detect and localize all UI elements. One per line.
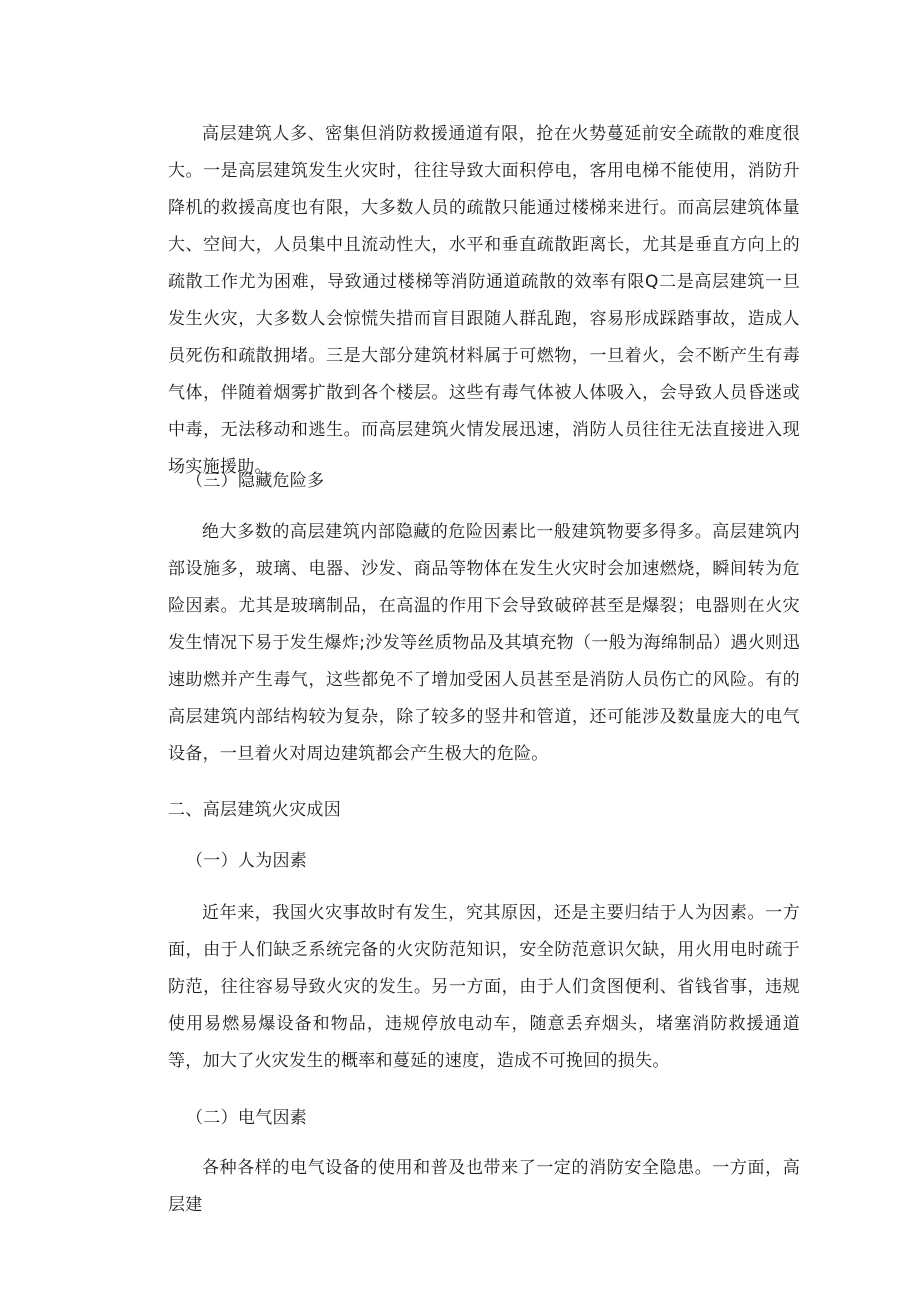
body-paragraph-electrical-factors: 各种各样的电气设备的使用和普及也带来了一定的消防安全隐患。一方面，高层建 xyxy=(168,1158,800,1215)
subheading-hidden-dangers: （三）隐藏危险多 xyxy=(186,471,325,491)
subheading-electrical-factors: （二）电气因素 xyxy=(186,1108,308,1128)
body-paragraph-hidden-dangers: 绝大多数的高层建筑内部隐藏的危险因素比一般建筑物要多得多。高层建筑内部设施多，玻璃、电器、沙发、商品等物体在发生火灾时会加速燃烧，瞬间转为危险因素。尤其是玻璃制品，在高温的作用下会导致破碎甚至是爆裂；电器则在火灾发生情况下易于发生爆炸;沙发等丝质物品及其填充物（一般为海绵制品）遇火则迅速助燃并产生毒气，这些都免不了增加受困人员甚至是消防人员伤亡的风险。有的高层建筑内部结构较为复杂，除了较多的竖井和管道，还可能涉及数量庞大的电气设备，一旦着火对周边建筑都会产生极大的危险。 xyxy=(168,522,800,764)
subheading-human-factors: （一）人为因素 xyxy=(186,851,308,871)
body-paragraph-evacuation: 高层建筑人多、密集但消防救援通道有限，抢在火势蔓延前安全疏散的难度很大。一是高层建筑发生火灾时，往往导致大面积停电，客用电梯不能使用，消防升降机的救援高度也有限，大多数人员的疏散只能通过楼梯来进行。而高层建筑体量大、空间大，人员集中且流动性大，水平和垂直疏散距离长，尤其是垂直方向上的疏散工作尤为困难，导致通过楼梯等消防通道疏散的效率有限Q二是高层建筑一旦发生火灾，大多数人会惊慌失措而盲目跟随人群乱跑，容易形成踩踏事故，造成人员死伤和疏散拥堵。三是大部分建筑材料属于可燃物，一旦着火，会不断产生有毒气体，伴随着烟雾扩散到各个楼层。这些有毒气体被人体吸入，会导致人员昏迷或中毒，无法移动和逃生。而高层建筑火情发展迅速，消防人员往往无法直接进入现场实施援助。 xyxy=(168,124,800,477)
body-paragraph-human-factors: 近年来，我国火灾事故时有发生，究其原因，还是主要归结于人为因素。一方面，由于人们缺乏系统完备的火灾防范知识，安全防范意识欠缺，用火用电时疏于防范，往往容易导致火灾的发生。另一方面，由于人们贪图便利、省钱省事，违规使用易燃易爆设备和物品，违规停放电动车，随意丢弃烟头，堵塞消防救援通道等，加大了火灾发生的概率和蔓延的速度，造成不可挽回的损失。 xyxy=(168,903,800,1071)
section-heading-fire-causes: 二、高层建筑火灾成因 xyxy=(168,800,341,820)
